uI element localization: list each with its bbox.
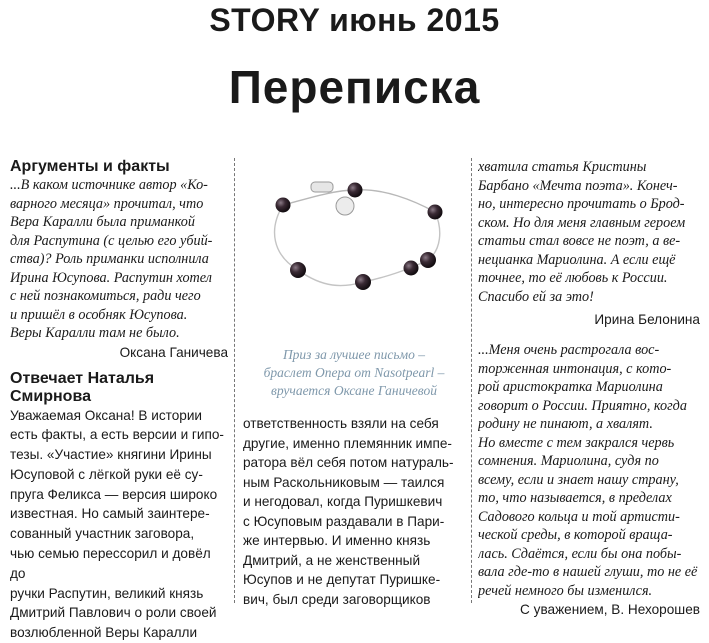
page-heading: Переписка xyxy=(0,60,709,114)
photo-caption xyxy=(243,346,465,400)
text-line: возлюбленной Веры Каралли xyxy=(10,623,228,643)
column-1 xyxy=(10,158,228,643)
section-title: Аргументы и факты xyxy=(10,158,228,176)
caption-line: браслет Опера от Nasotpearl – xyxy=(243,364,465,382)
text-line: Дмитрий Павлович о роли своей xyxy=(10,603,228,623)
issue-title: STORY июнь 2015 xyxy=(0,2,709,39)
column-3 xyxy=(478,158,700,619)
bracelet-image xyxy=(243,160,465,338)
text-line: ответственность взяли на себя xyxy=(243,414,465,434)
column-divider-1 xyxy=(234,158,235,603)
text-line: и пришёл в особняк Юсупова. xyxy=(10,306,228,325)
letter-signature: Ирина Белонина xyxy=(478,310,700,329)
letter-text xyxy=(478,341,700,600)
text-line: Садового кольца и той артисти- xyxy=(478,508,700,527)
text-line: вич, был среди заговорщиков xyxy=(243,590,465,610)
text-line: хватила статья Кристины xyxy=(478,158,700,177)
text-line: Но вместе с тем закрался червь xyxy=(478,434,700,453)
text-line: говорит о России. Приятно, когда xyxy=(478,397,700,416)
text-line: чью семью перессорил и довёл до xyxy=(10,544,228,584)
text-line: Спасибо ей за это! xyxy=(478,288,700,307)
text-line: с Юсуповым раздавали в Пари- xyxy=(243,512,465,532)
text-line: ском. Но для меня главным героем xyxy=(478,214,700,233)
text-line: Ирина Юсупова. Распутин хотел xyxy=(10,269,228,288)
text-line: Барбано «Мечта поэта». Конеч- xyxy=(478,177,700,196)
text-line: речей немного бы изменился. xyxy=(478,582,700,601)
text-line: сованный участник заговора, xyxy=(10,524,228,544)
bracelet-illustration xyxy=(243,160,465,338)
text-line: ...Меня очень растрогала вос- xyxy=(478,341,700,360)
text-line: рой аристократка Мариолина xyxy=(478,378,700,397)
text-line: сомнения. Мариолина, судя по xyxy=(478,452,700,471)
text-line: но, интересно прочитать о Брод- xyxy=(478,195,700,214)
text-line: Юсупов и не депутат Пуришке- xyxy=(243,570,465,590)
text-line: варного месяца» прочитал, что xyxy=(10,195,228,214)
letter-signature: С уважением, В. Нехорошев xyxy=(478,600,700,619)
reply-title: Смирнова xyxy=(10,388,228,406)
column-divider-2 xyxy=(471,158,472,603)
text-line: ным Раскольниковым — таился xyxy=(243,473,465,493)
text-line: и негодовал, когда Пуришкевич xyxy=(243,492,465,512)
reply-text xyxy=(10,406,228,643)
text-line: ручки Распутин, великий князь xyxy=(10,584,228,604)
text-line: торженная интонация, с кото- xyxy=(478,360,700,379)
text-line: родину не пинают, а хвалят. xyxy=(478,415,700,434)
text-line: точнее, то её любовь к России. xyxy=(478,269,700,288)
text-line: Дмитрий, а не женственный xyxy=(243,551,465,571)
text-line: ратора вёл себя потом натураль- xyxy=(243,453,465,473)
column-2 xyxy=(243,160,465,609)
text-line: пруга Феликса — версия широко xyxy=(10,485,228,505)
reply-title: Отвечает Наталья xyxy=(10,370,228,388)
text-line: с ней познакомиться, ради чего xyxy=(10,287,228,306)
text-line: Юсуповой с лёгкой руки её су- xyxy=(10,465,228,485)
letter-signature: Оксана Ганичева xyxy=(10,343,228,362)
text-line: то, что называется, в пределах xyxy=(478,489,700,508)
text-line: Вера Каралли была приманкой xyxy=(10,213,228,232)
text-line: Веры Каралли там не было. xyxy=(10,324,228,343)
text-line: статьи стал вовсе не поэт, а ве- xyxy=(478,232,700,251)
caption-line: Приз за лучшее письмо – xyxy=(243,346,465,364)
text-line: же интервью. И именно князь xyxy=(243,531,465,551)
text-line: Уважаемая Оксана! В истории xyxy=(10,406,228,426)
text-line: ческой среды, в которой враща- xyxy=(478,526,700,545)
text-line: есть факты, а есть версии и гипо- xyxy=(10,425,228,445)
letter-text xyxy=(478,158,700,306)
text-line: ства)? Роль приманки исполнила xyxy=(10,250,228,269)
text-line: известная. Но самый заинтере- xyxy=(10,504,228,524)
text-line: тезы. «Участие» княгини Ирины xyxy=(10,445,228,465)
text-line: всему, если и знает нашу страну, xyxy=(478,471,700,490)
text-line: ...В каком источнике автор «Ко- xyxy=(10,176,228,195)
text-line: другие, именно племянник импе- xyxy=(243,434,465,454)
text-line: нецианка Мариолина. А если ещё xyxy=(478,251,700,270)
text-line: вала где-то в нашей глуши, то не её xyxy=(478,563,700,582)
letter-text xyxy=(10,176,228,343)
caption-line: вручается Оксане Ганичевой xyxy=(243,382,465,400)
reply-continued xyxy=(243,414,465,609)
text-line: для Распутина (с целью его убий- xyxy=(10,232,228,251)
text-line: лась. Сдаётся, если бы она побы- xyxy=(478,545,700,564)
